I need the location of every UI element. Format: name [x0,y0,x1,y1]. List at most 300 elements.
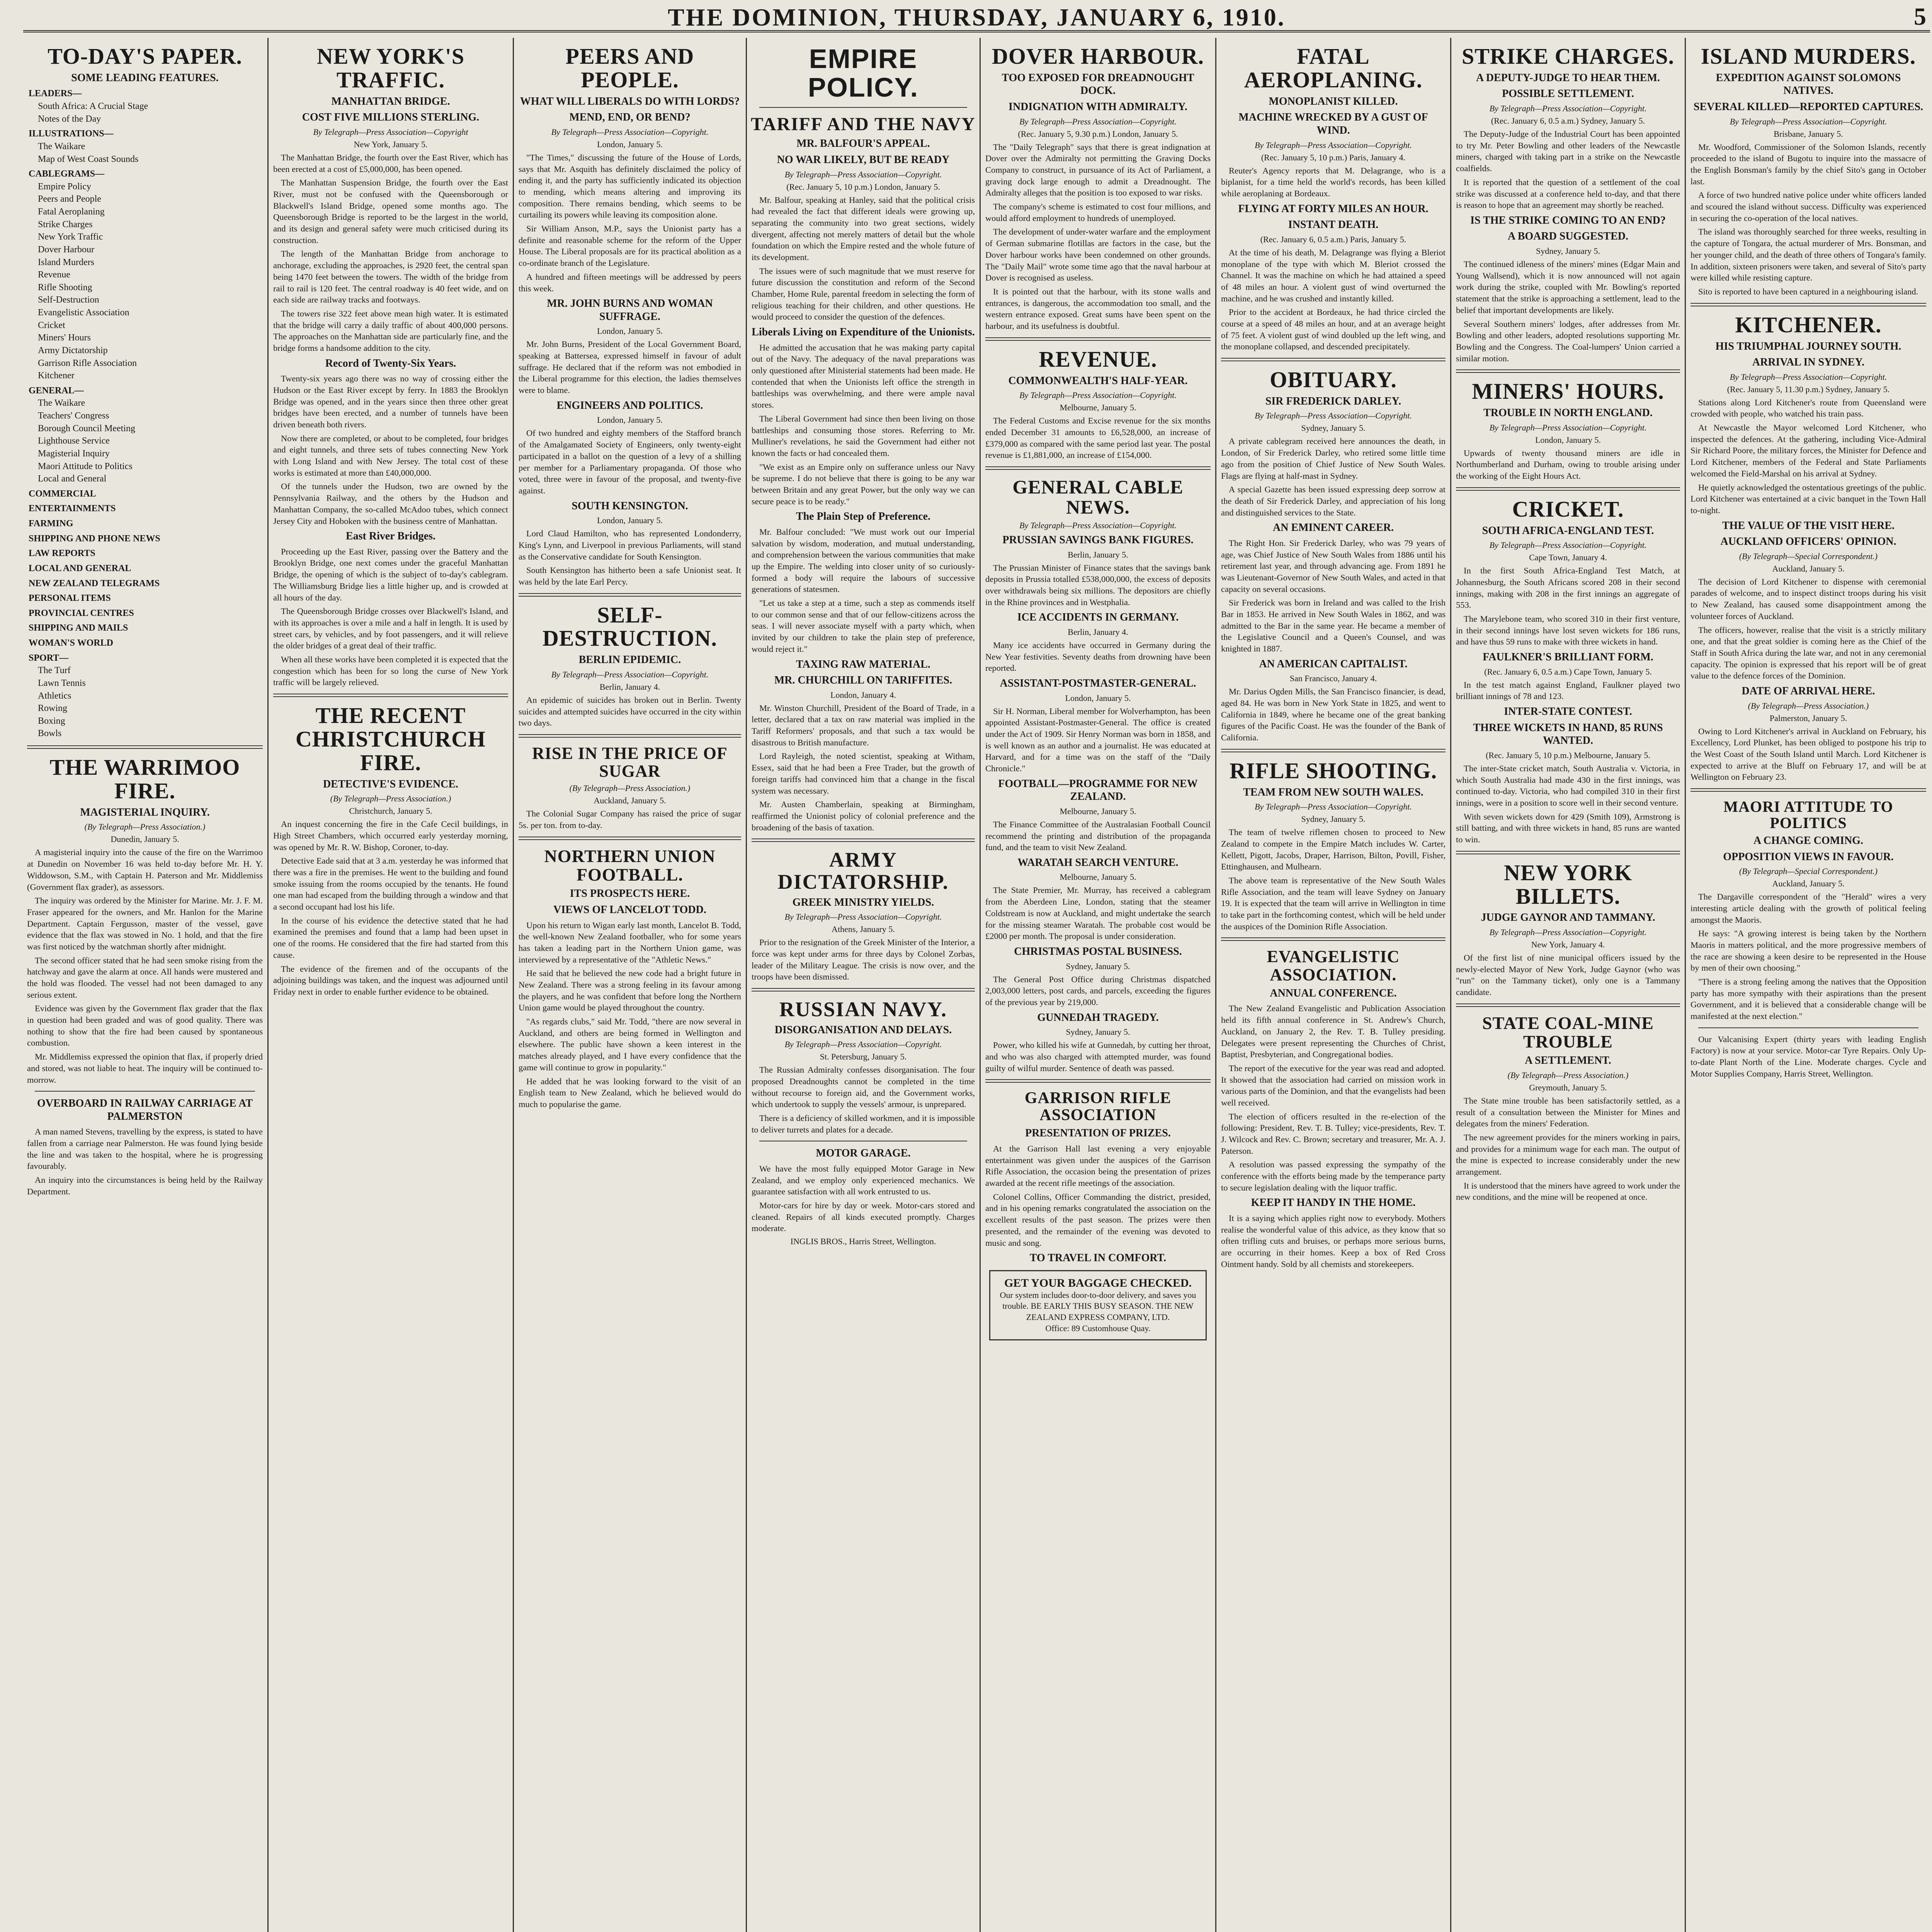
index-group: ILLUSTRATIONS— [29,129,114,139]
peers-mend: MEND, END, OR BEND? [569,111,690,124]
overboard-subtitle: OVERBOARD IN RAILWAY CARRIAGE AT PALMERSTON [37,1097,253,1122]
dateline: London, January 5. [597,326,663,336]
evang-title: EVANGELISTIC ASSOCIATION. [1267,947,1400,984]
article-body [1217,1003,1449,1193]
cable-item-head: CHRISTMAS POSTAL BUSINESS. [1014,945,1182,957]
dateline: Auckland, January 5. [1772,879,1845,889]
index-item: Lawn Tennis [38,678,86,688]
index-item: Boxing [38,716,65,726]
dateline: St. Petersburg, January 5. [820,1052,907,1062]
christchurch-subtitle: DETECTIVE'S EVIDENCE. [323,778,459,790]
aero-instant: INSTANT DEATH. [1288,219,1379,231]
dover-subtitle: TOO EXPOSED FOR DREADNOUGHT DOCK. [1002,71,1194,97]
paragraph: He added that he was looking forward to the visit of an English team to New Zealand, which he believed would do much to popularise the game. [519,1076,741,1109]
paragraph: The report of the executive for the year was read and adopted. It showed that the association had carried on mission work in various parts of the Dominion, and that the evangelists had been well received. [1221,1063,1446,1107]
divider [519,837,741,840]
dateline: Melbourne, January 5. [1060,403,1136,413]
column-1 [23,38,267,1932]
article-body [1217,827,1449,932]
byline: By Telegraph—Press Association—Copyright. [784,1039,942,1049]
paragraph: Of the first list of nine municipal officers issued by the newly-elected Mayor of New York, Judge Gaynor (who was "run" on the Tammany ticket), only one is a Tammany candidate. [1456,953,1680,997]
paragraph: Evidence was given by the Government flax grader that the flax in question had been graded and was of good quality. There was nothing to show that the fire had been caused by spontaneous combustion. [27,1003,263,1048]
byline: By Telegraph—Press Association—Copyright. [1255,140,1412,150]
ad-body: Our system includes door-to-door delivery, and saves you trouble. BE EARLY THIS BUSY SEASON. THE NEW ZEALAND EXPRESS COMPANY, LTD. [1000,1290,1196,1322]
paragraph: The inter-State cricket match, South Australia v. Victoria, in which South Australia had made 430 in the first innings, was continued to-day. Victoria, who had compiled 310 in their first innings, were in a position to score well in their second venture. [1456,763,1680,808]
paragraph: The Colonial Sugar Company has raised the price of sugar 5s. per ton. from to-day. [519,809,741,830]
empire-plain: The Plain Step of Preference. [796,510,931,523]
dateline: Sydney, January 5. [1066,1027,1130,1037]
index-item: Bowls [38,728,62,739]
paragraph: A resolution was passed expressing the sympathy of the conference with the efforts being made by the temperance party to secure legislation dealing with the liquor traffic. [1221,1160,1446,1192]
paragraph: The issues were of such magnitude that we must reserve for future discussion the constitution and reform of the Second Chamber, Home Rule, parental freedom in selecting the form of religious teaching for their children, and other questions. He would proceed to consider the question of the defences. [752,266,975,322]
dateline: Sydney, January 5. [1301,423,1366,433]
paragraph: The Russian Admiralty confesses disorganisation. The four proposed Dreadnoughts cannot be completed in the time without recourse to foreign aid, and the Government works, which undertook to supply the vessels' armour, is unprepared. [752,1065,975,1109]
dateline: (Rec. January 6, 0.5 a.m.) Paris, January 5. [1260,234,1406,244]
aero-subtitle: MONOPLANIST KILLED. [1269,95,1398,107]
traffic-title: NEW YORK'S TRAFFIC. [316,44,465,92]
byline: By Telegraph—Press Association—Copyright. [1019,390,1177,400]
column-8 [1687,38,1930,1932]
dateline: London, January 4. [830,690,896,700]
column-rule [1450,38,1451,1932]
index-subtitle: SOME LEADING FEATURES. [71,71,219,84]
peers-subtitle: WHAT WILL LIBERALS DO WITH LORDS? [520,95,740,107]
paragraph: Mr. Winston Churchill, President of the Board of Trade, in a letter, declared that a tax on raw material was implied in the Tariff Reformers' proposals, and that such a tax would be disastrous to British manufacture. [752,703,975,747]
paragraph: The Prussian Minister of Finance states that the savings bank deposits in Prussia totalled £538,000,000, the excess of deposits over withdrawals being six millions. The depositors are chiefly in the Rhine provinces and in Westphalia. [985,563,1211,607]
paragraph: "As regards clubs," said Mr. Todd, "there are now several in Auckland, and others are being formed in Wellington and elsewhere. The public have shown a keen interest in the matches already played, and I have every confidence that the game will continue to grow in popularity." [519,1017,741,1072]
dateline: Greymouth, January 5. [1529,1082,1607,1092]
paragraph: Detective Eade said that at 3 a.m. yesterday he was informed that there was a fire in the premises. He went to the building and found smoke issuing from the rooms occupied by the tenants. He found one man had escaped from the building through a window and that a second occupant had lost his life. [273,856,508,912]
paragraph: The continued idleness of the miners' mines (Edgar Main and Young Wallsend), which it is now announced will not again work during the strike, coupled with Mr. Bowling's reported statement that the strike is approaching a settlement, lead to the belief that important developments are likely. [1456,259,1680,315]
empire-raw: TAXING RAW MATERIAL. [796,658,930,670]
paragraph: "The Times," discussing the future of the House of Lords, says that Mr. Asquith has definitely disclaimed the policy of ending it, and the party has sufficiently indicated its objection to mending, which means altering and improving its composition. There remains bending, which seems to be curtailing its powers while leaving its composition alone. [519,152,741,220]
paragraph: South Kensington has hitherto been a safe Unionist seat. It was held by the late Earl Percy. [519,565,741,587]
paragraph: Lord Claud Hamilton, who has represented Londonderry, King's Lynn, and Liverpool in previous Parliaments, will stand as the Conservative candidate for South Kensington. [519,529,741,561]
column-6 [1217,38,1449,1932]
island-title: ISLAND MURDERS. [1701,44,1916,69]
paragraph: Upon his return to Wigan early last month, Lancelot B. Todd, the well-known New Zealand footballer, who for some years has taken a leading part in the Northern Union game, was interviewed by a representative of the "Athletic News." [519,920,741,964]
paragraph: It is reported that the question of a settlement of the coal strike was discussed at a conference held to-day, and that there is reason to hope that an agreement may shortly be reached. [1456,177,1680,210]
paragraph: Twenty-six years ago there was no way of crossing either the Hudson or the East River except by ferry. In 1883 the Brooklyn Bridge was opened, and in the years since then three other great bridges have been erected, and a number of tunnels have been driven beneath both rivers. [273,374,508,429]
index-list [29,87,261,740]
cable-title: GENERAL CABLE NEWS. [1012,476,1184,518]
article-body [1452,679,1684,702]
dateline: (Rec. January 5, 11.30 p.m.) Sydney, January 5. [1727,384,1890,394]
cable-item-head: GUNNEDAH TRAGEDY. [1037,1011,1159,1024]
paragraph: Power, who killed his wife at Gunnedah, by cutting her throat, and who was also charged with attempted murder, was found guilty of wilful murder. Sentence of death was passed. [985,1040,1211,1073]
dateline: Palmerston, January 5. [1769,713,1847,723]
article-body [1217,247,1449,352]
index-item: Athletics [38,690,71,701]
peers-title: PEERS AND PEOPLE. [565,44,694,92]
motor-sign: INGLIS BROS., Harris Street, Wellington. [790,1236,936,1247]
paragraph: The second officer stated that he had seen smoke rising from the hatchway and gave the alarm at once. All hands were mustered and the hold was flooded. The vessel had not been damaged to any serious extent. [27,955,263,1000]
revenue-title: REVENUE. [1039,346,1157,372]
paragraph: The Marylebone team, who scored 310 in their first venture, in their second innings have lost seven wickets for 186 runs, and have thus 59 runs to make with three wickets in hand. [1456,614,1680,647]
coal-subtitle: A SETTLEMENT. [1525,1054,1611,1067]
dateline: Dunedin, January 5. [111,834,179,844]
index-item: The Waikare [38,398,85,408]
paragraph: The Deputy-Judge of the Industrial Court has been appointed to try Mr. Peter Bowling and other leaders of the Newcastle miners, charged with taking part in a strike on the Newcastle coalfields. [1456,129,1680,173]
paragraph: He says: "A growing interest is being taken by the Northern Maoris in matters political, and the more progressive members of the race are showing a keen desire to be represented in the House by men of their own choosing." [1690,929,1926,973]
divider [985,466,1211,470]
byline: By Telegraph—Press Association—Copyright. [784,169,942,179]
paragraph: An inquest concerning the fire in the Cafe Cecil buildings, in High Street Chambers, which occurred early yesterday morning, was opened by Mr. R. W. Bishop, Coroner, to-day. [273,819,508,852]
article-body [748,194,979,323]
obit-capitalist: AN AMERICAN CAPITALIST. [1259,658,1408,670]
island-sub2: SEVERAL KILLED—REPORTED CAPTURES. [1693,101,1923,113]
divider [1690,788,1926,792]
paragraph: The company's scheme is estimated to cost four millions, and would afford employment to hundreds of unemployed. [985,202,1211,223]
article-body [1217,537,1449,655]
article-body [748,526,979,655]
obit-career: AN EMINENT CAREER. [1273,522,1394,534]
suicide-subtitle: BERLIN EPIDEMIC. [578,654,681,666]
paragraph: Sito is reported to have been captured in a neighbouring island. [1698,286,1918,296]
motor-title: MOTOR GARAGE. [816,1147,911,1160]
paragraph: The inquiry was ordered by the Minister for Marine. Mr. J. F. M. Fraser appeared for the owners, and Mr. Hanlon for the Marine Department. Captain Fergusson, master of the vessel, gave evidence that the flax was stowed in No. 1 hold, and that the fire was first noticed by the watchman shortly after midnight. [27,896,263,951]
index-group: CABLEGRAMS— [29,169,105,179]
dateline: London, January 5. [597,139,663,149]
paragraph: Mr. Balfour concluded: "We must work out our Imperial salvation by wisdom, moderation, and mutual understanding, and comprehension between the various communities that make up the Empire. The welding into closer unity of so curiously-formed a body will require the labours of successive generations of statesmen. [752,527,975,594]
paragraph: The Manhattan Bridge, the fourth over the East River, which has been erected at a cost of £5,000,000, has been opened. [273,152,508,174]
article-body [1452,1095,1684,1203]
cricket-inter: INTER-STATE CONTEST. [1504,706,1632,718]
paragraph: At the Garrison Hall last evening a very enjoyable entertainment was given under the auspices of the Garrison Rifle Association, the occasion being the presentation of prizes awarded at the recent rifle meetings of the association. [985,1144,1211,1188]
paragraph: The Liberal Government had since then been living on those battleships and consuming those stores. Referring to Mr. Mulliner's revelations, he said the Government had either not known the facts or had concealed them. [752,413,975,458]
article-body [1687,891,1930,1022]
index-item: PROVINCIAL CENTRES [29,608,134,618]
dateline: (Rec. January 6, 0.5 a.m.) Cape Town, January 5. [1484,667,1652,677]
empire-liberals: Liberals Living on Expenditure of the Unionists. [752,326,975,338]
billets-title: NEW YORK BILLETS. [1504,860,1632,909]
paragraph: Now there are completed, or about to be completed, four bridges and eight tunnels, and three sets of tubes connecting New York with Long Island and with New Jersey. The total cost of these works is estimated at more than £40,000,000. [273,433,508,478]
paragraph: At Newcastle the Mayor welcomed Lord Kitchener, who inspected the defences. At the gathering, including Vice-Admiral Sir Richard Poore, the military forces, the Minister for Defence and Lord Kitchener, members of the Federal and State Parliaments welcomed the Field-Marshal on his arrival at Sydney. [1690,423,1926,478]
index-item: The Turf [38,665,71,676]
index-item: Peers and People [38,194,101,204]
cricket-three: THREE WICKETS IN HAND, 85 RUNS WANTED. [1473,721,1663,747]
paragraph: The island was thoroughly searched for three weeks, resulting in the capture of Tongara, the actual murderer of Mrs. Bonsman, and her younger child, and the death of three others of Tongara's family. In addition, sixteen prisoners were taken, and several of Sito's party were killed while resisting capture. [1690,227,1926,283]
aero-sub2: MACHINE WRECKED BY A GUST OF WIND. [1238,111,1428,136]
cable-item-head: FOOTBALL—PROGRAMME FOR NEW ZEALAND. [998,777,1198,803]
index-item: Notes of the Day [38,114,101,124]
article-body [981,415,1214,461]
paragraph: Mr. Woodford, Commissioner of the Solomon Islands, recently proceeded to the island of Bugotu to inquire into the massacre of the English Bonsman's family by the chief Sito's gang in October last. [1690,142,1926,186]
column-7 [1452,38,1684,1932]
paragraph: The Right Hon. Sir Frederick Darley, who was 79 years of age, was Chief Justice of New South Wales from 1886 until his retirement last year, and through advancing age. From 1891 he was Lieutenant-Governor of New South Wales, and acted in that capacity on several occasions. [1221,538,1446,594]
article-body [748,342,979,507]
article-body [515,427,745,496]
cable-item-head: WARATAH SEARCH VENTURE. [1017,856,1179,869]
kitchener-arrival: DATE OF ARRIVAL HERE. [1742,685,1875,697]
football-views: VIEWS OF LANCELOT TODD. [553,903,706,916]
garrison-title: GARRISON RIFLE ASSOCIATION [1024,1089,1172,1124]
paragraph: The development of under-water warfare and the employment of German submarine flotillas are factors in the case, but the Dover harbour works have been condemned on other grounds. The "Daily Mail" wrote some time ago that the naval harbour at Dover is recognised as useless. [985,227,1211,283]
paragraph: Prior to the resignation of the Greek Minister of the Interior, a force was kept under arms for three days by Colonel Zorbas, leader of the Military League. The crisis is now over, and the troops have been dismissed. [752,937,975,982]
paragraph: The Federal Customs and Excise revenue for the six months ended December 31 amounts to £6,528,000, an increase of £379,000 as compared with the same period last year. The postal revenue is £1,881,000, an increase of £154,000. [985,416,1211,460]
strike-board: A BOARD SUGGESTED. [1508,230,1628,243]
article-body [515,338,745,396]
masthead [23,0,1930,32]
byline: By Telegraph—Press Association—Copyright. [1019,116,1177,126]
divider [1456,851,1680,854]
dateline: Berlin, January 5. [1068,549,1128,560]
index-item: Fatal Aeroplaning [38,207,105,217]
cricket-subtitle: SOUTH AFRICA-ENGLAND TEST. [1482,524,1654,537]
byline: By Telegraph—Press Association—Copyright. [1489,540,1647,550]
obit-subtitle: SIR FREDERICK DARLEY. [1265,395,1401,407]
index-item: LOCAL AND GENERAL [29,563,131,573]
empire-sub3: NO WAR LIKELY, BUT BE READY [777,153,950,166]
article-body [1452,128,1684,211]
cricket-faulkner: FAULKNER'S BRILLIANT FORM. [1483,651,1653,663]
ad-body [748,1163,979,1234]
index-item: SHIPPING AND MAILS [29,623,128,633]
aero-title: FATAL AEROPLANING. [1244,44,1423,92]
column-5 [981,38,1214,1932]
paragraph: With seven wickets down for 429 (Smith 109), Armstrong is still batting, and with three wickets in hand, 85 runs are wanted to win. [1456,811,1680,844]
divider [1698,1027,1918,1028]
travel-subtitle: TO TRAVEL IN COMFORT. [1029,1252,1167,1264]
paragraph: He admitted the accusation that he was making party capital out of the Navy. The adequacy of the naval preparations was only questioned after Ministerial statements had been made. He contended that when the Unionists left office the strength in battleships was overwhelming, and there were ample naval stores. [752,342,975,410]
paragraph: In the course of his evidence the detective stated that he had examined the premises and found that a lamp had been upset in one of the rooms. He considered that the fire had started from this cause. [273,915,508,960]
coal-title: STATE COAL-MINE TROUBLE [1482,1013,1654,1052]
paragraph: Sir William Anson, M.P., says the Unionist party has a definite and reasonable scheme for the reform of the Upper House. The Liberal proposals are for its practical abolition as a co-ordinate branch of the Legislature. [519,224,741,268]
warrimoo-subtitle: MAGISTERIAL INQUIRY. [80,806,210,818]
article-body [1452,259,1684,364]
divider [35,1091,255,1092]
divider [519,734,741,738]
column-2 [269,38,512,1932]
paragraph: Reuter's Agency reports that M. Delagrange, who is a biplanist, for a time held the world's records, has been killed while aeroplaning at Bordeaux. [1221,165,1446,198]
index-item: COMMERCIAL [29,488,96,499]
christchurch-title: THE RECENT CHRISTCHURCH FIRE. [295,703,486,775]
traffic-record: Record of Twenty-Six Years. [325,357,456,369]
divider [27,745,263,749]
billets-subtitle: JUDGE GAYNOR AND TAMMANY. [1481,912,1655,924]
paragraph: When all these works have been completed it is expected that the congestion which has been for so long the curse of New York traffic will be largely relieved. [273,654,508,687]
paragraph: We have the most fully equipped Motor Garage in New Zealand, and we employ only experienced mechanics. We guarantee satisfaction with all work entrusted to us. [752,1163,975,1197]
masthead-title: THE DOMINION, THURSDAY, JANUARY 6, 1910. [668,3,1286,31]
index-item: Map of West Coast Sounds [38,154,139,164]
byline: By Telegraph—Press Association—Copyright. [1489,422,1647,432]
byline: By Telegraph—Press Association—Copyright. [1730,372,1887,382]
byline: By Telegraph—Press Association—Copyright. [551,127,709,137]
index-item: Teachers' Congress [38,411,109,421]
peers-engineers: ENGINEERS AND POLITICS. [556,399,703,412]
paragraph: The decision of Lord Kitchener to dispense with ceremonial parades of welcome, and to inspect distinct troops during his visit to New Zealand, has caused some disappointment among the volunteer forces of Auckland. [1690,577,1926,621]
suicide-title: SELF-DESTRUCTION. [543,602,717,651]
column-rule [980,38,981,1932]
strike-end: IS THE STRIKE COMING TO AN END? [1470,214,1666,226]
index-group: GENERAL— [29,385,84,396]
paragraph: The Queensborough Bridge crosses over Blackwell's Island, and with its approaches is over a mile and a half in length. It is used by street cars, by vehicles, and by foot passengers, and it will relieve the older bridges of a great deal of their traffic. [273,606,508,651]
column-4 [748,38,979,1932]
index-item: Rifle Shooting [38,282,92,293]
article-body [515,808,745,831]
paragraph: It is pointed out that the harbour, with its stone walls and entrances, is dangerous, the accommodation too small, and the western entrance exposed. Great sums have been spent on the harbour, and its usefulness is doubtful. [985,286,1211,331]
index-item: Island Murders [38,257,94,267]
byline: (By Telegraph—Press Association.) [1748,701,1869,711]
cable-item-head: PRUSSIAN SAVINGS BANK FIGURES. [1002,534,1194,546]
divider [1221,358,1446,361]
index-item: Miners' Hours [38,333,91,343]
paragraph: Mr. Balfour, speaking at Hanley, said that the political crisis had revealed the fact that different ideals were growing up, separating the community into two great sections, widely divergent, affecting not merely matters of detail but the whole foundation on which the Empire rested and the whole future of its development. [752,195,975,262]
index-item: Empire Policy [38,181,91,192]
paragraph: The evidence of the firemen and of the occupants of the adjoining buildings was taken, and the inquest was adjourned until Friday next in order to enable further evidence to be obtained. [273,964,508,997]
dateline: Auckland, January 5. [594,796,666,806]
index-item: Rowing [38,703,68,714]
dateline: (Rec. January 5, 10 p.m.) Paris, January 4. [1261,152,1406,162]
paragraph: The New Zealand Evangelistic and Publication Association held its fifth annual conference in St. Andrew's Church, Auckland, on January 2, the Rev. T. B. Tulley presiding. Delegates were present representing the Churches of Christ, Baptist, Presbyterian, and Congregational bodies. [1221,1003,1446,1060]
garrison-subtitle: PRESENTATION OF PRIZES. [1025,1127,1171,1139]
miners-subtitle: TROUBLE IN NORTH ENGLAND. [1483,407,1653,419]
paragraph: He said that he believed the new code had a bright future in New Zealand. There was a strong feeling in its favour among the players, and he was confident that before long the Northern Union game would be played throughout the country. [519,968,741,1013]
byline: By Telegraph—Press Association—Copyright. [1255,802,1412,812]
paragraph: The "Daily Telegraph" says that there is great indignation at Dover over the Admiralty not permitting the Graving Docks Company to construct, in pursuance of its Act of Parliament, a graving dock large enough to admit a Dreadnought. The Admiralty alleges that the position is too exposed to war risks. [985,142,1211,198]
football-subtitle: ITS PROSPECTS HERE. [570,888,690,900]
dateline: Christchurch, January 5. [349,806,432,816]
dateline: (Rec. January 5, 10 p.m.) London, January 5. [786,182,940,192]
paragraph: The towers rise 322 feet above mean high water. It is estimated that the bridge will carry a daily traffic of about 400,000 persons. The approaches on the Manhattan side are particularly fine, and the bridge forms a handsome addition to the city. [273,308,508,353]
column-rule [1215,38,1216,1932]
paragraph: A force of two hundred native police under white officers landed and scoured the island without success. Difficulty was experienced in securing the co-operation of the local natives. [1690,190,1926,223]
paragraph: Prior to the accident at Bordeaux, he had thrice circled the course at a speed of 48 miles an hour, and at an average height of 75 feet. A violent gust of wind doubled up the left wing, and the monoplane collapsed, and descended precipitately. [1221,307,1446,352]
paragraph: "There is a strong feeling among the natives that the Opposition party has more sympathy with their aspirations than the present Government, and it is believed that a considerable change will be manifested at the next election." [1690,976,1926,1021]
article-body [23,847,267,1085]
paragraph: The State Premier, Mr. Murray, has received a cablegram from the Aberdeen Line, London, stating that the steamer Coldstream is now at Auckland, and might undertake the search for the missing steamer Waratah. The probable cost would be £2000 per month. The proposal is under consideration. [985,885,1211,941]
dateline: (Rec. January 6, 0.5 a.m.) Sydney, January 5. [1491,116,1645,126]
index-item: Maori Attitude to Politics [38,461,133,471]
article-body [515,920,745,1110]
divider [273,694,508,697]
paragraph: Proceeding up the East River, passing over the Battery and the Brooklyn Bridge, one next comes under the graceful Manhattan Bridge, the opening of which is the subject of to-day's cablegram. The Williamsburg Bridge lies a little higher up, and is crowded at all hours of the day. [273,546,508,602]
byline: (By Telegraph—Press Association.) [84,822,206,832]
dateline: San Francisco, January 4. [1289,673,1377,684]
paragraph: At the time of his death, M. Delagrange was flying a Bleriot monoplane of the type with which M. Bleriot crossed the Channel. It was the machine on which he had attained a speed of 48 miles an hour. A violent gust of wind overturned the machine, and he was crushed and instantly killed. [1221,247,1446,303]
article-body [748,702,979,833]
evang-subtitle: ANNUAL CONFERENCE. [1270,987,1397,999]
index-item: Kitchener [38,371,75,381]
kitchener-subtitle: HIS TRIUMPHAL JOURNEY SOUTH. [1715,340,1901,352]
dateline: Cape Town, January 4. [1529,553,1607,563]
football-title: NORTHERN UNION FOOTBALL. [544,846,716,885]
revenue-subtitle: COMMONWEALTH'S HALF-YEAR. [1008,374,1188,387]
dateline: Athens, January 5. [832,924,895,934]
index-item: FARMING [29,519,73,529]
article-body [1452,447,1684,482]
index-item: LAW REPORTS [29,548,95,559]
divider [519,593,741,597]
column-rule [513,38,514,1932]
dateline: Brisbane, January 5. [1774,129,1843,139]
paragraph: The Finance Committee of the Australasian Football Council recommend the printing and distribution of the propaganda fund, and the team to visit New Zealand. [985,819,1211,852]
divider [1456,1003,1680,1007]
index-item: Evangelistic Association [38,308,129,318]
cable-item-head: ASSISTANT-POSTMASTER-GENERAL. [1000,677,1196,689]
article-body [269,546,512,688]
index-group: SPORT— [29,653,69,663]
army-title: ARMY DICTATORSHIP. [777,848,949,893]
article-body [981,141,1214,332]
maori-sub2: OPPOSITION VIEWS IN FAVOUR. [1723,850,1894,863]
byline: By Telegraph—Press Association—Copyright. [1019,520,1177,530]
empire-subtitle: TARIFF AND THE NAVY [751,114,976,134]
divider [1456,369,1680,373]
ad-title: GET YOUR BAGGAGE CHECKED. [1004,1276,1192,1289]
byline: By Telegraph—Press Association—Copyright [313,127,468,137]
kitchener-sub2: ARRIVAL IN SYDNEY. [1752,356,1865,369]
paragraph: A special Gazette has been issued expressing deep sorrow at the death of Sir Frederick Darley, and appreciation of his long and distinguished services to the State. [1221,485,1446,517]
divider [759,107,967,108]
index-item: South Africa: A Crucial Stage [38,101,148,112]
byline: (By Telegraph—Special Correspondent.) [1739,551,1878,561]
peers-sk: SOUTH KENSINGTON. [571,500,688,512]
article-body [981,1143,1214,1248]
dateline: New York, January 5. [354,139,428,149]
index-item: Revenue [38,270,70,280]
sugar-title: RISE IN THE PRICE OF SUGAR [532,744,728,781]
paragraph: The officers, however, realise that the visit is a strictly military one, and that the great soldier is coming here as the Chief of the Staff in South Africa during the late war, and not in any ceremonial capacity. The opinion is expressed that his report will be of great value to the defence forces of the Dominion. [1690,625,1926,681]
divider [752,838,975,842]
article-body [1687,141,1930,298]
dover-title: DOVER HARBOUR. [992,44,1204,69]
dateline: London, January 5. [1065,693,1131,703]
index-group: LEADERS— [29,88,82,99]
byline: (By Telegraph—Special Correspondent.) [1739,866,1878,876]
dateline: London, January 5. [1535,435,1601,445]
dateline: (Rec. January 5, 9.30 p.m.) London, January 5. [1018,129,1178,139]
byline: (By Telegraph—Press Association.) [569,783,690,793]
paragraph: Sir Frederick was born in Ireland and was called to the Irish Bar in 1853. He arrived in New South Wales in 1862, and was admitted to the Bar in the same year. He became a member of the Legislative Council and a Queen's Counsel, and was knighted in 1887. [1221,598,1446,654]
byline: By Telegraph—Press Association—Copyright. [1489,927,1647,937]
paragraph: Sir H. Norman, Liberal member for Wolverhampton, has been appointed Assistant-Postmaster-General. The office is created under the Act of 1909. Sir Henry Norman was born in 1858, and is well known as an author and a journalist. He was educated at Harvard, and for a time was on the staff of the "Daily Chronicle." [985,706,1211,773]
divider [752,988,975,992]
index-title: TO-DAY'S PAPER. [48,44,242,69]
divider [985,337,1211,341]
rifle-title: RIFLE SHOOTING. [1229,758,1437,783]
paragraph: A private cablegram received here announces the death, in London, of Sir Frederick Darley, who retired some little time ago from the position of Chief Justice of New South Wales. Flags are flying at half-mast in Sydney. [1221,436,1446,481]
index-item: ENTERTAINMENTS [29,503,116,514]
strike-subtitle: A DEPUTY-JUDGE TO HEAR THEM. [1476,71,1660,84]
index-item: Garrison Rifle Association [38,358,137,368]
dateline: Berlin, January 4. [599,682,660,692]
traffic-cost: COST FIVE MILLIONS STERLING. [302,111,480,124]
dateline: Auckland, January 5. [1772,563,1845,573]
dateline: Sydney, January 5. [1066,961,1130,971]
article-body [1217,165,1449,199]
article-body [1452,565,1684,648]
index-item: Army Dictatorship [38,345,108,355]
rifle-subtitle: TEAM FROM NEW SOUTH WALES. [1243,786,1423,798]
byline: By Telegraph—Press Association—Copyright. [551,669,709,679]
byline: By Telegraph—Press Association—Copyright. [1255,411,1412,421]
paragraph: A hundred and fifteen meetings will be addressed by peers this week. [519,272,741,293]
index-item: Lighthouse Service [38,436,110,446]
paragraph: The new agreement provides for the miners working in pairs, and provides for a minimum wage for each man. The output of the mine is expected to increase considerably under the new arrangement. [1456,1133,1680,1177]
index-item: Strike Charges [38,219,93,230]
byline: (By Telegraph—Press Association.) [1507,1070,1629,1080]
index-item: Local and General [38,474,107,484]
warrimoo-title: THE WARRIMOO FIRE. [49,755,240,803]
index-item: SHIPPING AND PHONE NEWS [29,533,160,544]
index-item: The Waikare [38,141,85,151]
paragraph: Lord Rayleigh, the noted scientist, speaking at Witham, Essex, said that he had been a Free Trader, but the growth of foreign tariffs had convinced him that a change in the fiscal system was necessary. [752,751,975,796]
paragraph: An inquiry into the circumstances is being held by the Railway Department. [27,1175,263,1196]
article-body [1687,726,1930,783]
traffic-east: East River Bridges. [345,530,436,543]
article-body [515,152,745,294]
